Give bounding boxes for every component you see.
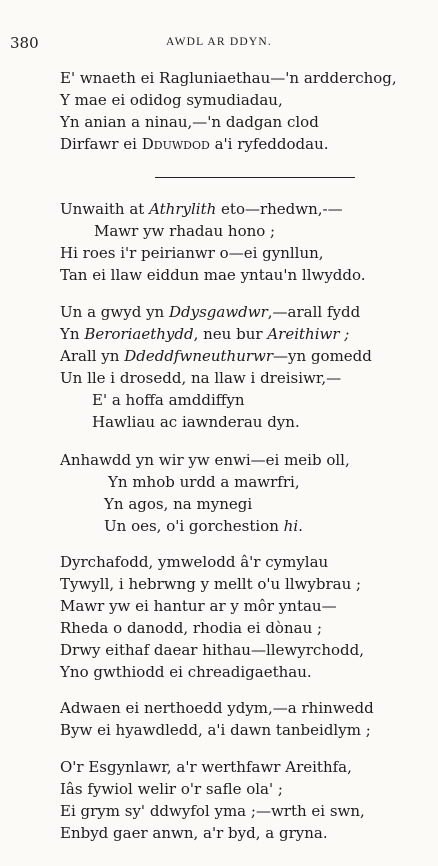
verse-line: Mawr yw ei hantur ar y môr yntau— — [60, 597, 337, 615]
verse-line: Tywyll, i hebrwng y mellt o'u llwybrau ; — [60, 575, 362, 593]
verse-line: Un oes, o'i gorchestion hi. — [104, 517, 303, 535]
verse-line: Anhawdd yn wir yw enwi—ei meib oll, — [60, 451, 350, 469]
page-header — [10, 34, 428, 52]
verse-line: Ei grym sy' ddwyfol yma ;—wrth ei swn, — [60, 802, 365, 820]
verse-line: Arall yn Ddeddfwneuthurwr—yn gomedd — [60, 347, 372, 365]
verse-line: Yno gwthiodd ei chreadigaethau. — [60, 663, 312, 681]
verse-line: Yn mhob urdd a mawrfri, — [108, 473, 300, 491]
verse-line: Mawr yw rhadau hono ; — [94, 222, 276, 240]
verse-line: E' a hoffa amddiffyn — [92, 391, 245, 409]
verse-line: Hi roes i'r peirianwr o—ei gynllun, — [60, 244, 324, 262]
verse-line: Un a gwyd yn Ddysgawdwr,—arall fydd — [60, 303, 361, 321]
verse-line: Adwaen ei nerthoedd ydym,—a rhinwedd — [60, 699, 374, 717]
verse-line: Yn anian a ninau,—'n dadgan clod — [60, 113, 319, 131]
verse-line: Drwy eithaf daear hithau—llewyrchodd, — [60, 641, 364, 659]
verse-line: Tan ei llaw eiddun mae yntau'n llwyddo. — [60, 266, 366, 284]
verse-line: Enbyd gaer anwn, a'r byd, a gryna. — [60, 824, 328, 842]
verse-line: E' wnaeth ei Ragluniaethau—'n ardderchog, — [60, 69, 397, 87]
verse-line: Dyrchafodd, ymwelodd â'r cymylau — [60, 553, 329, 571]
verse-line: Byw ei hyawdledd, a'i dawn tanbeidlym ; — [60, 721, 371, 739]
verse-line: Rheda o danodd, rhodia ei dònau ; — [60, 619, 323, 637]
verse-line: O'r Esgynlawr, a'r werthfawr Areithfa, — [60, 758, 352, 776]
verse-line: Hawliau ac iawnderau dyn. — [92, 413, 300, 431]
section-divider — [155, 177, 355, 178]
running-title: AWDL AR DDYN. — [166, 36, 272, 48]
verse-line: Iâs fywiol welir o'r safle ola' ; — [60, 780, 283, 798]
verse-line: Dirfawr ei Dduwdod a'i ryfeddodau. — [60, 135, 329, 153]
verse-line: Yn Beroriaethydd, neu bur Areithiwr ; — [60, 325, 350, 343]
verse-line: Yn agos, na mynegi — [104, 495, 253, 513]
verse-line: Un lle i drosedd, na llaw i dreisiwr,— — [60, 369, 342, 387]
verse-line: Unwaith at Athrylith eto—rhedwn,-— — [60, 200, 343, 218]
page-number: 380 — [10, 34, 39, 52]
verse-line: Y mae ei odidog symudiadau, — [60, 91, 283, 109]
